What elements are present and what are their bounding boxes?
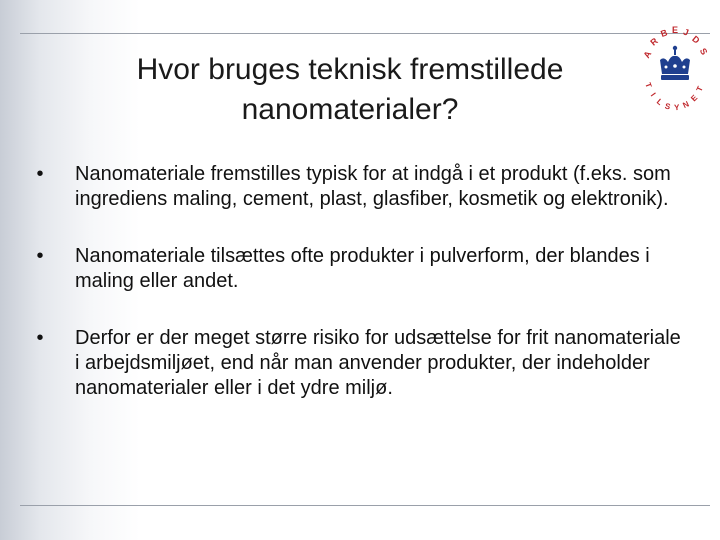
logo-letter: R [648, 35, 660, 48]
logo-letter: I [648, 91, 658, 99]
logo-letter: D [690, 33, 702, 46]
logo-letter: B [659, 27, 669, 39]
logo-letter: T [643, 81, 654, 89]
logo-letter: Y [673, 102, 680, 113]
bullet-dot: • [36, 245, 44, 267]
logo-letter: E [689, 93, 700, 104]
title-line-2: nanomaterialer? [241, 93, 459, 126]
bullet-item [30, 326, 690, 401]
logo-letter: L [654, 97, 665, 108]
bullet-text: Nanomateriale tilsættes ofte produkter i pulverform, der blandes i maling eller andet. [75, 245, 650, 292]
bottom-divider [20, 505, 710, 506]
logo-letter: N [681, 99, 691, 111]
logo-letter: S [663, 101, 672, 112]
bullet-text: Nanomateriale fremstilles typisk for at indgå i et produkt (f.eks. som ingrediens maling, cement, plast, glasfiber, kosmetik og elektronik). [75, 163, 671, 210]
bullet-text: Derfor er der meget større risiko for udsættelse for frit nanomateriale i arbejdsmiljøet, end når man anvender produkter, der indeholder nanomaterialer eller i det ydre miljø. [75, 327, 681, 399]
bullet-dot: • [36, 163, 44, 185]
logo-letter: A [641, 49, 654, 60]
title-line-1: Hvor bruges teknisk fremstillede [136, 53, 564, 86]
arbejdstilsynet-logo [640, 22, 708, 112]
top-divider [20, 33, 710, 34]
logo-letter: T [694, 84, 705, 94]
bullet-list [30, 162, 690, 433]
logo-letter: E [671, 25, 679, 35]
logo-bottom-letters [643, 81, 705, 112]
bullet-dot: • [36, 327, 44, 349]
bullet-item [30, 162, 690, 212]
logo-letter: J [681, 26, 691, 38]
bullet-item [30, 244, 690, 294]
crown-icon [660, 46, 690, 80]
slide-title [60, 50, 640, 130]
logo-letter: S [697, 46, 710, 57]
